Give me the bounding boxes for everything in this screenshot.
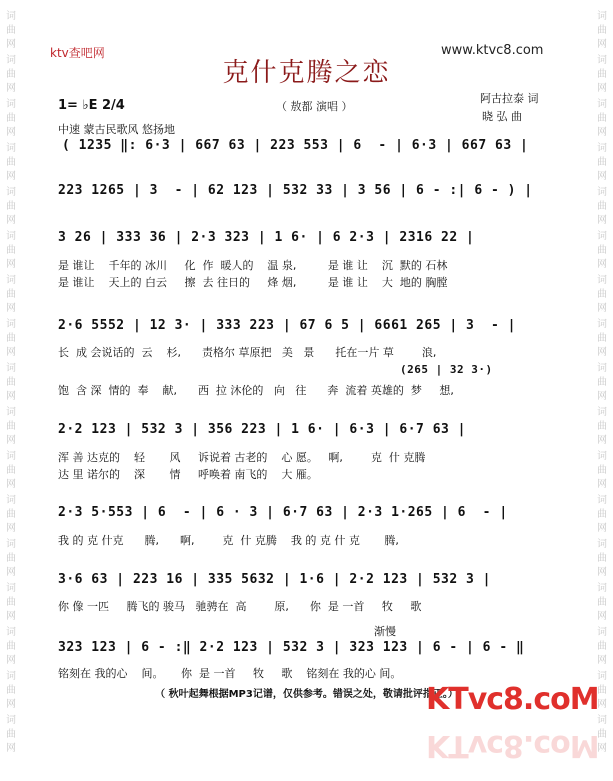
side-watermark-text: 词曲网 — [597, 363, 607, 402]
side-watermark-text: 词曲网 — [597, 715, 607, 754]
lyric-row-7a: 你 像 一匹 腾飞的 骏马 驰骋在 高 原, 你 是 一首 牧 歌 — [58, 600, 422, 613]
side-watermark-text: 词曲网 — [6, 363, 16, 402]
lyric-row-3a: 是 谁让 千年的 冰川 化 作 暖人的 温 泉, 是 谁 让 沉 默的 石林 — [58, 259, 448, 272]
alt-notation-row-4: (265 | 32 3·) — [400, 363, 493, 376]
side-watermark-text: 词曲网 — [6, 11, 16, 50]
side-watermark-text: 词曲网 — [6, 231, 16, 270]
side-watermark-text: 词曲网 — [6, 583, 16, 622]
side-watermark-text: 词曲网 — [6, 275, 16, 314]
side-watermark-text: 词曲网 — [597, 55, 607, 94]
footer-note: （ 秋叶起舞根据MP3记谱，仅供参考。错误之处，敬请批评指正。） — [155, 689, 458, 700]
lyricist-credit: 阿古拉泰 词 — [480, 92, 539, 105]
site-url-right[interactable]: www.ktvc8.com — [441, 43, 544, 58]
side-watermark-text: 词曲网 — [6, 407, 16, 446]
side-watermark-text: 词曲网 — [597, 143, 607, 182]
side-watermark-text: 词曲网 — [6, 143, 16, 182]
side-watermark-text: 词曲网 — [597, 407, 607, 446]
side-watermark-text: 词曲网 — [597, 671, 607, 710]
key-signature: 1= ♭E 2/4 — [58, 98, 125, 113]
side-watermark-text: 词曲网 — [597, 187, 607, 226]
side-watermark-text: 词曲网 — [6, 671, 16, 710]
notation-row-2: 223 1265 | 3 - | 62 123 | 532 33 | 3 56 | 6 - :| 6 - ) | — [58, 183, 533, 198]
side-watermark-text: 词曲网 — [6, 187, 16, 226]
side-watermark-text: 词曲网 — [597, 231, 607, 270]
notation-row-7: 3·6 63 | 223 16 | 335 5632 | 1·6 | 2·2 123 | 532 3 | — [58, 572, 491, 587]
lyric-row-5b: 达 里 诺尔的 深 情 呼唤着 南飞的 大 雁。 — [58, 468, 318, 481]
notation-row-3: 3 26 | 333 36 | 2·3 323 | 1 6· | 6 2·3 | 2316 22 | — [58, 230, 475, 245]
side-watermark-text: 词曲网 — [597, 495, 607, 534]
side-watermark-text: 词曲网 — [6, 99, 16, 138]
side-watermark-text: 词曲网 — [597, 11, 607, 50]
side-watermark-text: 词曲网 — [597, 539, 607, 578]
side-watermark-text: 词曲网 — [6, 715, 16, 754]
site-name-left[interactable]: ktv查吧网 — [50, 46, 105, 60]
side-watermark-text: 词曲网 — [6, 319, 16, 358]
notation-row-4: 2·6 5552 | 12 3· | 333 223 | 67 6 5 | 6661 265 | 3 - | — [58, 318, 516, 333]
ktvc8-logo-reflection: KTvc8.coM — [426, 728, 599, 763]
side-watermark-text: 词曲网 — [6, 539, 16, 578]
side-watermark-text: 词曲网 — [6, 627, 16, 666]
side-watermark-text: 词曲网 — [597, 583, 607, 622]
lyric-row-4a: 长 成 会说话的 云 杉, 责格尔 草原把 美 景 托在一片 草 浪, — [58, 346, 437, 359]
notation-row-1: ( 1235 ‖: 6·3 | 667 63 | 223 553 | 6 - | 6·3 | 667 63 | — [62, 138, 529, 153]
side-watermark-text: 词曲网 — [597, 319, 607, 358]
performer-subtitle: （ 敖都 演唱 ） — [276, 100, 353, 113]
side-watermark-text: 词曲网 — [6, 451, 16, 490]
song-title: 克什克腾之恋 — [222, 58, 391, 88]
side-watermark-text: 词曲网 — [597, 451, 607, 490]
lyric-row-3b: 是 谁让 天上的 白云 擦 去 往日的 烽 烟, 是 谁 让 大 地的 胸膛 — [58, 276, 448, 289]
ktvc8-logo: KTvc8.coM — [426, 682, 599, 717]
lyric-row-6a: 我 的 克 什克 腾, 啊, 克 什 克腾 我 的 克 什 克 腾, — [58, 534, 399, 547]
side-watermark-text: 词曲网 — [597, 627, 607, 666]
side-watermark-text: 词曲网 — [6, 55, 16, 94]
composer-credit: 晓 弘 曲 — [482, 110, 522, 123]
notation-row-6: 2·3 5·553 | 6 - | 6 · 3 | 6·7 63 | 2·3 1·265 | 6 - | — [58, 505, 508, 520]
lyric-row-4b: 饱 含 深 情的 奉 献, 西 拉 沐伦的 向 往 奔 流着 英雄的 梦 想, — [58, 384, 454, 397]
side-watermark-text: 词曲网 — [597, 99, 607, 138]
tempo-marking: 中速 蒙古民歌风 悠扬地 — [58, 123, 175, 136]
notation-row-5: 2·2 123 | 532 3 | 356 223 | 1 6· | 6·3 | 6·7 63 | — [58, 422, 467, 437]
tempo-change-mark: 渐慢 — [374, 625, 396, 638]
lyric-row-8a: 铭刻在 我的心 间。 你 是 一首 牧 歌 铭刻在 我的心 间。 — [58, 667, 402, 680]
side-watermark-text: 词曲网 — [597, 275, 607, 314]
side-watermark-text: 词曲网 — [6, 495, 16, 534]
lyric-row-5a: 浑 善 达克的 轻 风 诉说着 古老的 心 愿。 啊, 克 什 克腾 — [58, 451, 426, 464]
left-side-watermark — [4, 10, 18, 758]
notation-row-8: 323 123 | 6 - :‖ 2·2 123 | 532 3 | 323 123 | 6 - | 6 - ‖ — [58, 640, 525, 655]
